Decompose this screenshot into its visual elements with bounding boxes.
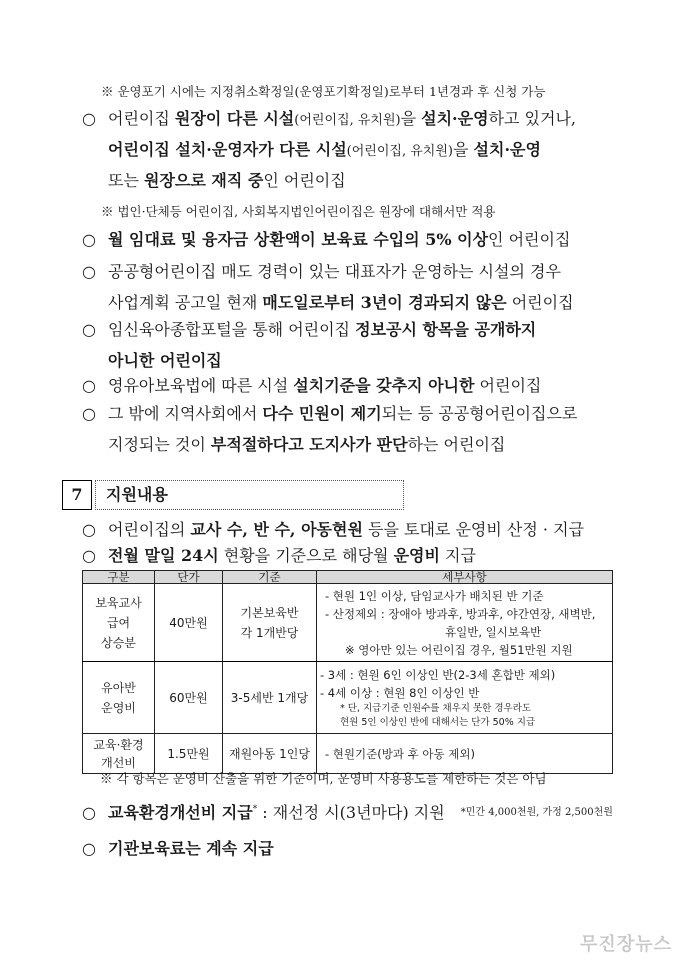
footnote-usage: ※ 각 항목은 운영비 산출을 위한 기준이며, 운영비 사용용도를 제한하는 것은 아님 — [100, 771, 547, 786]
row-details: - 현원 1인 이상, 담임교사가 배치된 반 기준 - 산정제외 : 장애아 방과후, 방과후, 야간연장, 새벽반, 휴일반, 일시보육반 ※ 영아만 있는 어린이집 경우, 월51만원 지원 — [317, 584, 613, 662]
support-item-basis-date: ○ 전월 말일 24시 현황을 기준으로 해당월 운영비 지급 — [82, 546, 476, 565]
section-header — [62, 480, 404, 512]
support-table — [82, 570, 613, 774]
criteria-item-public-sale-history: ○ 공공형어린이집 매도 경력이 있는 대표자가 운영하는 시설의 경우 사업계획 공고일 현재 매도일로부터 3년이 경과되지 않은 어린이집 — [82, 262, 574, 312]
row-price: 60만원 — [155, 662, 223, 734]
table-header: 단가 — [155, 571, 223, 584]
table-row — [83, 584, 613, 662]
table-header: 세부사항 — [317, 571, 613, 584]
criteria-item-info-disclosure: ○ 임신육아종합포털을 통해 어린이집 정보공시 항목을 공개하지 아니한 어린이집 — [82, 320, 537, 370]
table-row — [83, 662, 613, 734]
note-operation-abandon: ※ 운영포기 시에는 지정취소확정일(운영포기확정일)로부터 1년경과 후 신청 가능 — [101, 84, 546, 99]
section-title: 지원내용 — [95, 480, 404, 510]
row-price: 1.5만원 — [155, 734, 223, 774]
row-category: 보육교사 급여 상승분 — [83, 584, 155, 662]
support-item-institutional-fee: ○ 기관보육료는 계속 지급 — [82, 839, 274, 858]
support-item-calculation: ○ 어린이집의 교사 수, 반 수, 아동현원 등을 토대로 운영비 산정 · 지급 — [82, 520, 584, 539]
section-number: 7 — [62, 480, 92, 510]
row-category: 교육·환경 개선비 — [83, 734, 155, 774]
criteria-item-director-other-facility: ○ 어린이집 원장이 다른 시설(어린이집, 유치원)을 설치·운영하고 있거나, 어린이집 설치·운영자가 다른 시설(어린이집, 유치원)을 설치·운영 또는 원장으로 재직 중인 어린이집 — [82, 109, 576, 190]
table-header: 구분 — [83, 571, 155, 584]
criteria-item-rent-ratio: ○ 월 임대료 및 융자금 상환액이 보육료 수입의 5% 이상인 어린이집 — [82, 230, 571, 249]
watermark-logo: 무진장뉴스 — [580, 934, 672, 955]
criteria-item-facility-standard: ○ 영유아보육법에 따른 시설 설치기준을 갖추지 아니한 어린이집 — [82, 376, 542, 395]
table-row — [83, 734, 613, 774]
row-price: 40만원 — [155, 584, 223, 662]
criteria-item-governor-judgment: ○ 그 밖에 지역사회에서 다수 민원이 제기되는 등 공공형어린이집으로 지정되는 것이 부적절하다고 도지사가 판단하는 어린이집 — [82, 404, 578, 454]
row-basis: 재원아동 1인당 — [223, 734, 317, 774]
table-header-row — [83, 571, 613, 584]
row-basis: 3-5세반 1개당 — [223, 662, 317, 734]
support-item-environment-fund: ○ 교육환경개선비 지급* : 재선정 시(3년마다) 지원 *민간 4,000천원, 가정 2,500천원 — [82, 803, 613, 822]
note-corporate-daycare: ※ 법인·단체등 어린이집, 사회복지법인어린이집은 원장에 대해서만 적용 — [101, 204, 496, 219]
row-details: - 현원기준(방과 후 아동 제외) — [317, 734, 613, 774]
row-category: 유아반 운영비 — [83, 662, 155, 734]
table-header: 기준 — [223, 571, 317, 584]
row-details: - 3세 : 현원 6인 이상인 반(2-3세 혼합반 제외) - 4세 이상 : 현원 8인 이상인 반 * 단, 지급기준 인원수를 채우지 못한 경우라도 현원 5인 이상인 반에 대해서는 단가 50% 지급 — [317, 662, 613, 734]
row-basis: 기본보육반 각 1개반당 — [223, 584, 317, 662]
